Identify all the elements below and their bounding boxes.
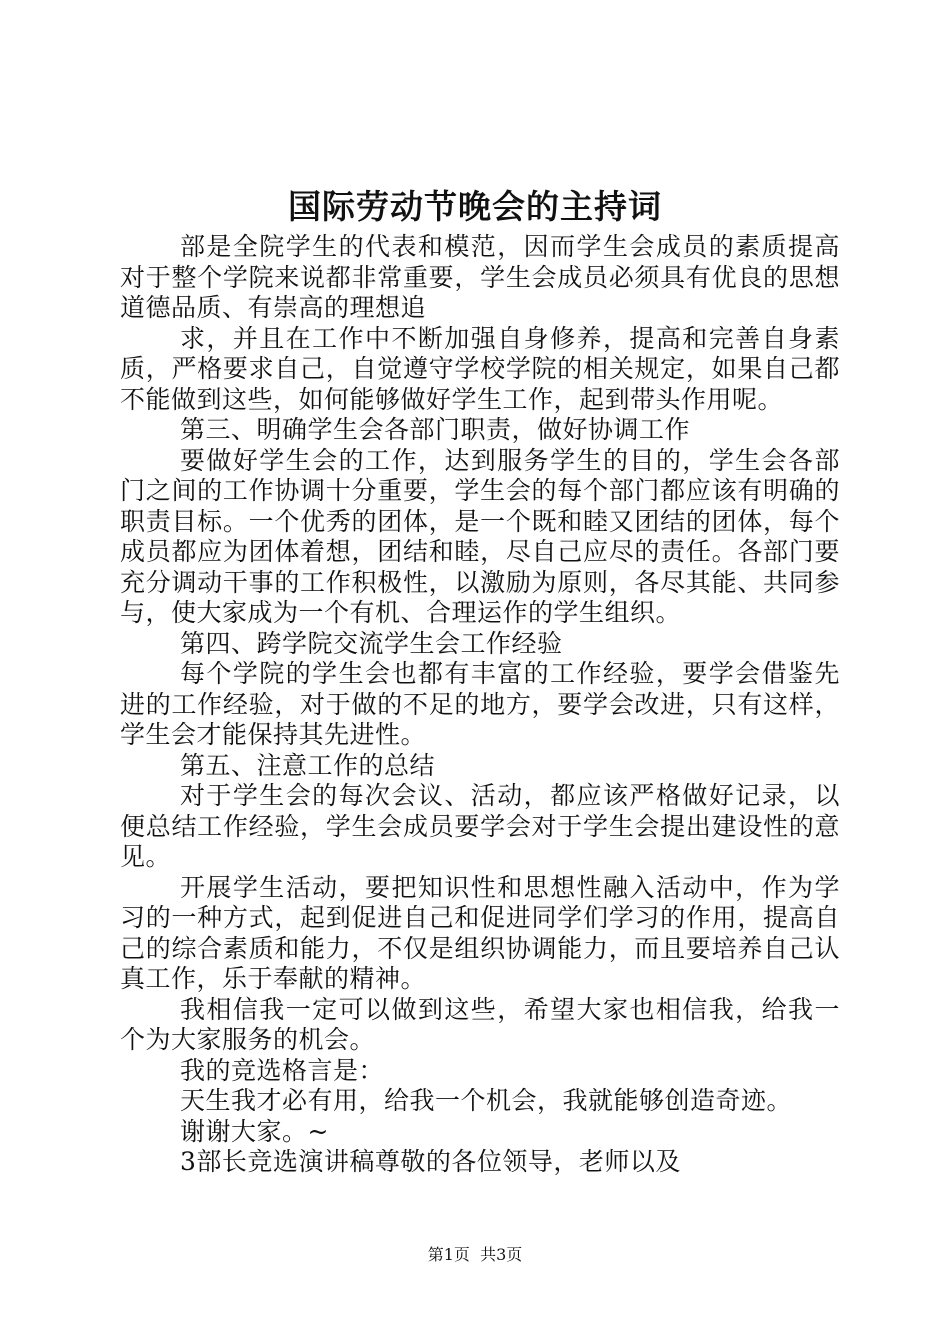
paragraph: 要做好学生会的工作，达到服务学生的目的，学生会各部门之间的工作协调十分重要，学生会的每个部门都应该有明确的职责目标。一个优秀的团体，是一个既和睦又团结的团体，每个成员都应为团体着想，团结和睦，尽自己应尽的责任。各部门要充分调动干事的工作积极性，以激励为原则，各尽其能、共同参与，使大家成为一个有机、合理运作的学生组织。: [120, 445, 840, 627]
paragraph: 每个学院的学生会也都有丰富的工作经验，要学会借鉴先进的工作经验，对于做的不足的地方，要学会改进，只有这样，学生会才能保持其先进性。: [120, 659, 840, 749]
section-heading: 第五、注意工作的总结: [180, 750, 436, 780]
section-heading: 第四、跨学院交流学生会工作经验: [180, 628, 563, 658]
document-title: 国际劳动节晚会的主持词: [288, 187, 662, 226]
paragraph: 谢谢大家。~: [180, 1116, 329, 1146]
section-heading: 第三、明确学生会各部门职责，做好协调工作: [180, 415, 691, 444]
paragraph: 我相信我一定可以做到这些，希望大家也相信我，给我一个为大家服务的机会。: [120, 994, 840, 1054]
paragraph: 3部长竞选演讲稿尊敬的各位领导，老师以及: [180, 1147, 681, 1176]
paragraph: 部是全院学生的代表和模范，因而学生会成员的素质提高对于整个学院来说都非常重要，学生会成员必须具有优良的思想道德品质、有崇高的理想追: [120, 232, 840, 322]
paragraph: 开展学生活动，要把知识性和思想性融入活动中，作为学习的一种方式，起到促进自己和促进同学们学习的作用，提高自己的综合素质和能力，不仅是组织协调能力，而且要培养自己认真工作，乐于奉献的精神。: [120, 872, 840, 993]
paragraph: 求，并且在工作中不断加强自身修养，提高和完善自身素质，严格要求自己，自觉遵守学校学院的相关规定，如果自己都不能做到这些，如何能够做好学生工作，起到带头作用呢。: [120, 323, 840, 414]
paragraph: 天生我才必有用，给我一个机会，我就能够创造奇迹。: [180, 1086, 793, 1115]
document-body: [120, 232, 840, 1178]
page-footer: 第1页 共3页: [427, 1245, 523, 1264]
paragraph: 我的竞选格言是：: [180, 1055, 385, 1085]
paragraph: 对于学生会的每次会议、活动，都应该严格做好记录，以便总结工作经验，学生会成员要学会对于学生会提出建设性的意见。: [120, 781, 840, 871]
